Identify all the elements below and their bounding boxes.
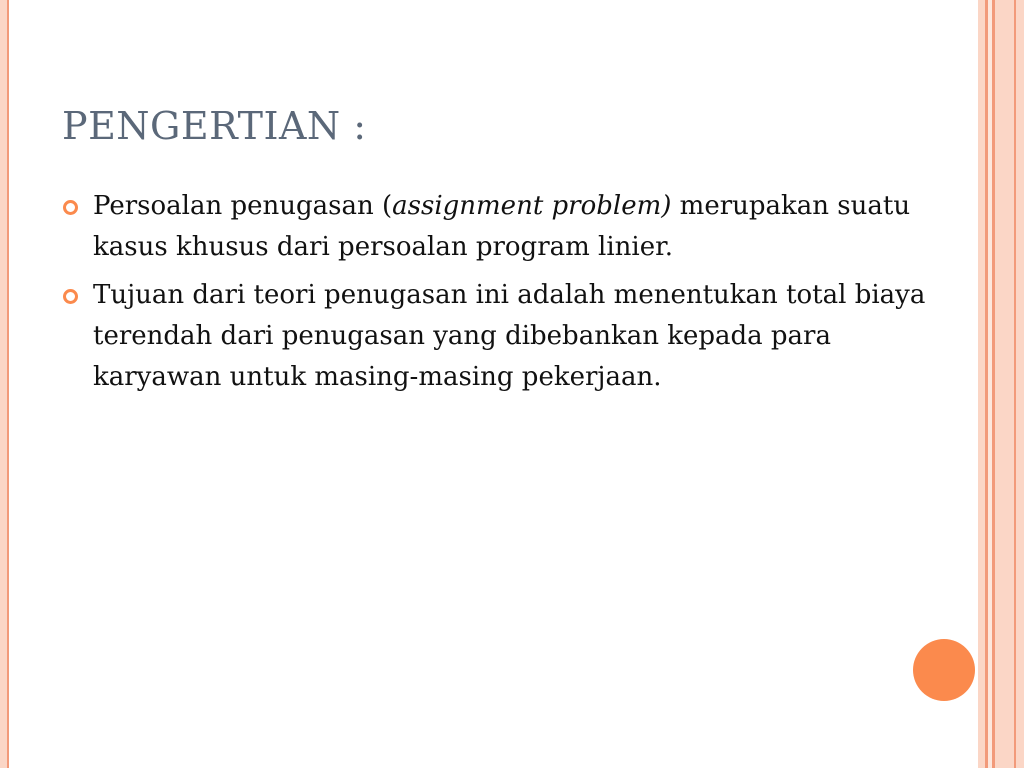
bullet-ring-icon (63, 200, 78, 215)
left-frame-line (7, 0, 9, 768)
bullet-text-italic: assignment problem) (392, 191, 672, 221)
bullet-ring-icon (63, 289, 78, 304)
right-frame-panel (978, 0, 985, 768)
bullet-text: Persoalan penugasan ( (93, 191, 393, 221)
right-frame-line (1014, 0, 1016, 768)
slide-title: PENGERTIAN : (62, 104, 367, 148)
right-frame-outer (995, 0, 1024, 768)
left-frame-stripe (0, 0, 7, 768)
bullet-text: Tujuan dari teori penugasan ini adalah menentukan total biaya terendah dari penugasan yang dibebankan kepada para karyawan untuk masing-masing pekerjaan. (93, 280, 926, 392)
bullet-list (62, 186, 942, 405)
bullet-item (62, 186, 942, 268)
decorative-circle (913, 639, 975, 701)
bullet-item (62, 275, 942, 398)
bullet-text: merupakan suatu kasus khusus dari persoalan program linier. (93, 191, 911, 262)
